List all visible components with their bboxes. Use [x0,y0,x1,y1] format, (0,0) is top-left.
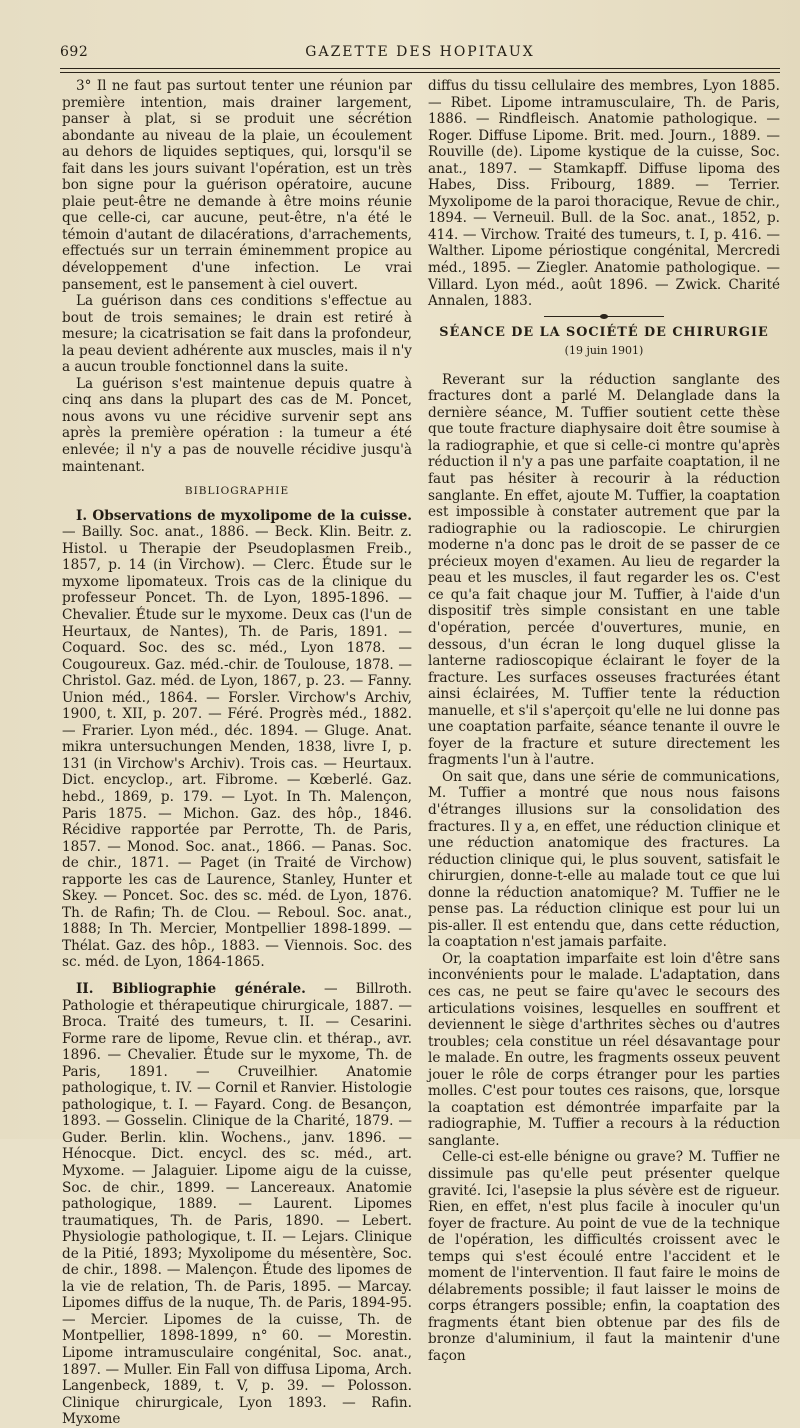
header-rule [60,68,780,69]
page-number: 692 [60,44,89,60]
biblio-1-text: — Bailly. Soc. anat., 1886. — Beck. Klin. Beitr. z. Histol. u Therapie der Pseudoplasmen Freib., 1857, p. 14 (in Virchow). — Clerc. Étude sur le myxome lipomateux. Trois cas de la clinique du professeur Poncet. Th. de Lyon, 1895-1896. — Chevalier. Étude sur le myxome. Deux cas (l'un de Heurtaux, de Nantes), Th. de Paris, 1891. — Coquard. Soc. des sc. méd., Lyon 1878. — Cougoureux. Gaz. méd.-chir. de Toulouse, 1878. — Christol. Gaz. méd. de Lyon, 1867, p. 23. — Fanny. Union méd., 1864. — Forsler. Virchow's Archiv, 1900, t. XII, p. 207. — Féré. Progrès méd., 1882. — Frarier. Lyon méd., déc. 1894. — Gluge. Anat. mikra untersuchungen Menden, 1838, livre I, p. 131 (in Virchow's Archiv). Trois cas. — Heurtaux. Dict. encyclop., art. Fibrome. — Kœberlé. Gaz. hebd., 1869, p. 179. — Lyot. In Th. Malençon, Paris 1875. — Michon. Gaz. des hôp., 1846. Récidive rapportée par Perrotte, Th. de Paris, 1857. — Monod. Soc. anat., 1866. — Panas. Soc. de chir., 1871. — Paget (in Traité de Virchow) rapporte les cas de Laurence, Stanley, Hunter et Skey. — Poncet. Soc. des sc. méd. de Lyon, 1876. Th. de Rafin; Th. de Clou. — Reboul. Soc. anat., 1888; In Th. Mercier, Montpellier 1898-1899. — Thélat. Gaz. des hôp., 1883. — Viennois. Soc. des sc. méd. de Lyon, 1864-1865. [62,524,412,971]
left-column [62,78,412,1428]
journal-title: GAZETTE DES HOPITAUX [305,44,535,60]
biblio-section-2 [62,981,412,1428]
bibliography-title: BIBLIOGRAPHIE [184,485,290,498]
article-paragraph-4: Celle-ci est-elle bénigne ou grave? M. Tuffier ne dissimule pas qu'elle peut présenter quelque gravité. Ici, l'asepsie la plus sévère est de rigueur. Rien, en effet, n'est plus facile à inoculer qu'un foyer de fracture. Au point de vue de la technique de l'opération, les difficultés croissent avec le temps qui s'est écoulé entre l'accident et le moment de l'intervention. Il faut faire le moins de délabrements possible; il faut laisser le moins de corps étrangers possible; enfin, la coaptation des fragments étant bien obtenue par des fils de bronze d'aluminium, il faut la maintenir d'une façon [428,1149,780,1365]
article-paragraph-3: Or, la coaptation imparfaite est loin d'être sans inconvénients pour le malade. L'adaptation, dans ces cas, ne peut se faire qu'avec le secours des articulations voisines, lesquelles en souffrent et deviennent le siège d'arthrites sèches ou d'autres troubles; cela constitue un réel désavantage pour le malade. En outre, les fragments osseux peuvent jouer le rôle de corps étranger pour les parties molles. C'est pour toutes ces raisons, que, lorsque la coaptation est démontrée imparfaite par la radiographie, M. Tuffier a recours à la réduction sanglante. [428,950,780,1149]
biblio-2-text: — Billroth. Pathologie et thérapeutique chirurgicale, 1887. — Broca. Traité des tumeurs, t. II. — Cesarini. Forme rare de lipome, Revue clin. et thérap., avr. 1896. — Chevalier. Étude sur le myxome, Th. de Paris, 1891. — Cruveilhier. Anatomie pathologique, t. IV. — Cornil et Ranvier. Histologie pathologique, t. I. — Fayard. Cong. de Besançon, 1893. — Gosselin. Clinique de la Charité, 1879. — Guder. Berlin. klin. Wochens., janv. 1896. — Hénocque. Dict. encycl. des sc. méd., art. Myxome. — Jalaguier. Lipome aigu de la cuisse, Soc. de chir., 1899. — Lancereaux. Anatomie pathologique, 1889. — Laurent. Lipomes traumatiques, Th. de Paris, 1890. — Lebert. Physiologie pathologique, t. II. — Lejars. Clinique de la Pitié, 1893; Myxolipome du mésentère, Soc. de chir., 1898. — Malençon. Étude des lipomes de la vie de relation, Th. de Paris, 1895. — Marcay. Lipomes diffus de la nuque, Th. de Paris, 1894-95. — Mercier. Lipomes de la cuisse, Th. de Montpellier, 1898-1899, n° 60. — Morestin. Lipome intramusculaire congénital, Soc. anat., 1897. — Muller. Ein Fall von diffusa Lipoma, Arch. Langenbeck, 1889, t. V, p. 39. — Polosson. Clinique chirurgicale, Lyon 1893. — Rafin. Myxome [62,980,412,1428]
article-paragraph-2: On sait que, dans une série de communications, M. Tuffier a montré que nous nous faisons d'étranges illusions sur la consolidation des fractures. Il y a, en effet, une réduction clinique et une réduction anatomique des fractures. La réduction clinique qui, le plus souvent, satisfait le chirurgien, donne-t-elle au malade tout ce que lui donne la réduction anatomique? M. Tuffier ne le pense pas. La réduction clinique est pour lui un pis-aller. Il est entendu que, dans cette réduction, la coaptation n'est jamais parfaite. [428,768,780,951]
header-rule-thin [60,72,780,73]
spacer [62,971,412,981]
intro-paragraph-2: La guérison dans ces conditions s'effectue au bout de trois semaines; le drain est retiré à mesure; la cicatrisation se fait dans la profondeur, la peau devient adhérente aux muscles, mais il n'y a aucun trouble fonctionnel dans la suite. [62,293,412,376]
intro-paragraph-1: 3° Il ne faut pas surtout tenter une réunion par première intention, mais drainer largement, panser à plat, si se produit une sécrétion abondante au niveau de la plaie, un écoulement au dehors de liquides septiques, qui, lorsqu'il se fait dans les jours suivant l'opération, est un très bon signe pour la guérison opératoire, aucune plaie peut-être ne demande à être moins réunie que celle-ci, car aucune, peut-être, n'a été le témoin d'autant de dilacérations, d'arrachements, effectués sur un terrain éminemment propice au développement d'une infection. Le vrai pansement, est le pansement à ciel ouvert. [62,78,412,293]
page-header [60,44,780,64]
biblio-section-1 [62,508,412,971]
biblio-2-heading: II. Bibliographie générale. [76,980,306,997]
right-column [428,78,780,1365]
biblio-1-heading: I. Observations de myxolipome de la cuisse. [76,507,412,524]
biblio-continued: diffus du tissu cellulaire des membres, Lyon 1885. — Ribet. Lipome intramusculaire, Th. de Paris, 1886. — Rindfleisch. Anatomie pathologique. — Roger. Diffuse Lipome. Brit. med. Journ., 1889. — Rouville (de). Lipome kystique de la cuisse, Soc. anat., 1897. — Stamkapff. Diffuse lipoma des Habes, Diss. Fribourg, 1889. — Terrier. Myxolipome de la paroi thoracique, Revue de chir., 1894. — Verneuil. Bull. de la Soc. anat., 1852, p. 414. — Virchow. Traité des tumeurs, t. I, p. 416. — Walther. Lipome périostique congénital, Mercredi méd., 1895. — Ziegler. Anatomie pathologique. — Villard. Lyon méd., août 1896. — Zwick. Charité Annalen, 1883. [428,78,780,310]
section-title: SÉANCE DE LA SOCIÉTÉ DE CHIRURGIE [439,324,769,340]
section-separator [544,316,664,317]
article-paragraph-1: Reverant sur la réduction sanglante des fractures dont a parlé M. Delanglade dans la dernière séance, M. Tuffier soutient cette thèse que toute fracture diaphysaire doit être soumise à la radiographie, et que si celle-ci montre qu'après réduction il n'y a pas une parfaite coaptation, il ne faut pas hésiter à recourir à la réduction sanglante. En effet, ajoute M. Tuffier, la coaptation est impossible à constater autrement que par la radiographie ou la radioscopie. Le chirurgien moderne n'a donc pas le droit de se passer de ce précieux moyen d'examen. Au lieu de regarder la peau et les muscles, il faut regarder les os. C'est ce qu'a fait chaque jour M. Tuffier, à l'aide d'un dispositif très simple consistant en une table d'opération, percée d'ouvertures, munie, en dessous, d'un écran le long duquel glisse la lanterne radioscopique éclairant le foyer de la fracture. Les surfaces osseuses fracturées étant ainsi éclairées, M. Tuffier tente la réduction manuelle, et s'il s'aperçoit qu'elle ne lui donne pas une coaptation parfaite, séance tenante il ouvre le foyer de la fracture et suture directement les fragments l'un à l'autre. [428,371,780,769]
section-date: (19 juin 1901) [564,344,644,358]
intro-paragraph-3: La guérison s'est maintenue depuis quatre à cinq ans dans la plupart des cas de M. Poncet, nous avons vu une récidive survenir sept ans après la première opération : la tumeur a été enlevée; il n'y a pas de nouvelle récidive jusqu'à maintenant. [62,375,412,475]
